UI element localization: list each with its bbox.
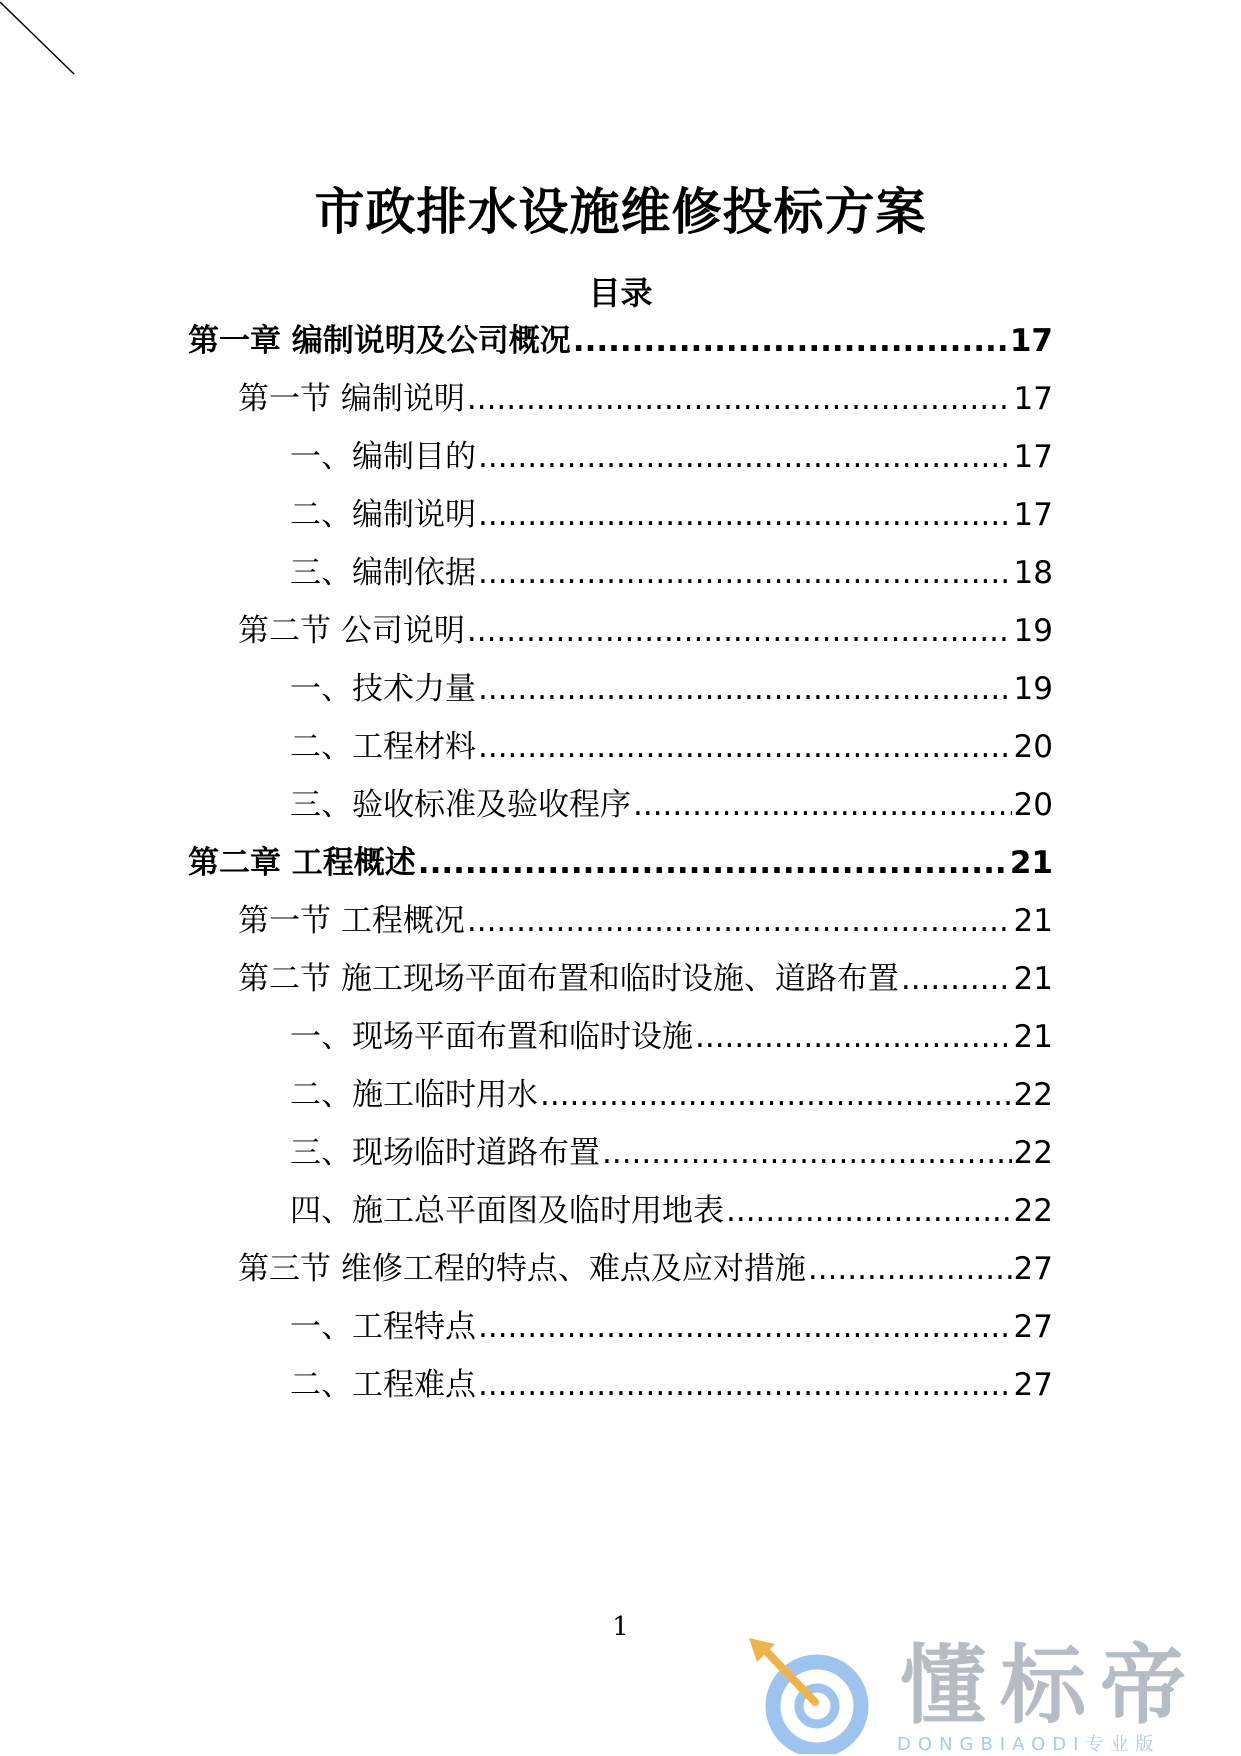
toc-entry[interactable]: [238, 889, 1053, 954]
toc-entry-label: 一、工程特点: [290, 1309, 476, 1345]
toc-leader-dots: [478, 483, 1012, 548]
toc-entry[interactable]: [188, 309, 1053, 374]
toc-heading: 目录: [588, 274, 653, 312]
toc-entry-label: 二、编制说明: [290, 497, 476, 533]
page-number: 1: [612, 1612, 629, 1642]
toc-entry-page: 27: [1013, 1309, 1053, 1345]
toc-entry-label: 一、现场平面布置和临时设施: [290, 1019, 693, 1055]
toc-entry-label: 三、验收标准及验收程序: [290, 787, 631, 823]
toc-leader-dots: [695, 1005, 1012, 1070]
toc-entry[interactable]: [290, 1295, 1053, 1360]
toc-entry[interactable]: [290, 1121, 1053, 1186]
toc-leader-dots: [633, 773, 1012, 838]
toc-leader-dots: [478, 657, 1012, 722]
toc-entry-page: 22: [1013, 1193, 1053, 1229]
toc-entry-page: 19: [1013, 613, 1053, 649]
toc-leader-dots: [478, 715, 1012, 780]
document-title: 市政排水设施维修投标方案: [314, 183, 927, 241]
toc-entry[interactable]: [188, 831, 1053, 896]
toc-entry[interactable]: [290, 773, 1053, 838]
toc-entry-label: 第二节 施工现场平面布置和临时设施、道路布置: [238, 961, 899, 997]
toc-leader-dots: [478, 1353, 1012, 1418]
watermark-logo: [745, 1636, 1225, 1754]
toc-entry[interactable]: [238, 947, 1053, 1012]
toc-entry-page: 17: [1013, 497, 1053, 533]
toc-leader-dots: [808, 1237, 1012, 1302]
toc-entry-page: 20: [1013, 729, 1053, 765]
toc-entry-label: 二、工程材料: [290, 729, 476, 765]
toc-entry[interactable]: [238, 599, 1053, 664]
toc-entry[interactable]: [290, 425, 1053, 490]
toc-entry[interactable]: [290, 1005, 1053, 1070]
toc-entry-page: 21: [1013, 961, 1053, 997]
target-arrow-icon: [745, 1636, 895, 1754]
toc-entry-label: 第一章 编制说明及公司概况: [188, 323, 571, 359]
toc-leader-dots: [540, 1063, 1012, 1128]
toc-leader-dots: [478, 425, 1012, 490]
toc-leader-dots: [602, 1121, 1012, 1186]
toc-entry[interactable]: [238, 367, 1053, 432]
watermark-subtitle: DONGBIAODI专业版: [897, 1734, 1161, 1755]
toc-leader-dots: [418, 831, 1008, 896]
toc-leader-dots: [478, 1295, 1012, 1360]
toc-entry-label: 三、现场临时道路布置: [290, 1135, 600, 1171]
toc-leader-dots: [573, 309, 1008, 374]
toc-entry-page: 17: [1013, 439, 1053, 475]
toc-entry-label: 四、施工总平面图及临时用地表: [290, 1193, 724, 1229]
toc-leader-dots: [478, 541, 1012, 606]
toc-entry-page: 27: [1013, 1367, 1053, 1403]
toc-entry-label: 一、编制目的: [290, 439, 476, 475]
toc-entry-page: 21: [1009, 845, 1053, 881]
toc-entry-page: 21: [1013, 1019, 1053, 1055]
toc-entry-label: 一、技术力量: [290, 671, 476, 707]
toc-entry[interactable]: [290, 1063, 1053, 1128]
toc-entry-page: 27: [1013, 1251, 1053, 1287]
toc-entry[interactable]: [290, 483, 1053, 548]
toc-entry-page: 21: [1013, 903, 1053, 939]
toc-entry-page: 19: [1013, 671, 1053, 707]
toc-entry-page: 17: [1009, 323, 1053, 359]
toc-leader-dots: [726, 1179, 1012, 1244]
toc-entry-label: 第一节 编制说明: [238, 381, 465, 417]
toc-entry[interactable]: [290, 1179, 1053, 1244]
corner-line: [0, 0, 80, 80]
toc-entry-label: 第一节 工程概况: [238, 903, 465, 939]
toc-entry[interactable]: [290, 657, 1053, 722]
toc-entry[interactable]: [290, 715, 1053, 780]
toc-entry-page: 22: [1013, 1077, 1053, 1113]
toc-leader-dots: [901, 947, 1012, 1012]
toc-entry-page: 17: [1013, 381, 1053, 417]
watermark-brand: 懂标帝: [900, 1636, 1200, 1736]
toc-entry-page: 18: [1013, 555, 1053, 591]
toc-entry[interactable]: [290, 541, 1053, 606]
toc-entry-label: 二、工程难点: [290, 1367, 476, 1403]
toc-entry[interactable]: [238, 1237, 1053, 1302]
toc-entry-label: 三、编制依据: [290, 555, 476, 591]
toc-entry[interactable]: [290, 1353, 1053, 1418]
toc-leader-dots: [467, 599, 1012, 664]
toc-entry-label: 第二章 工程概述: [188, 845, 416, 881]
toc-entry-label: 第二节 公司说明: [238, 613, 465, 649]
toc-entry-page: 22: [1013, 1135, 1053, 1171]
toc-leader-dots: [467, 367, 1012, 432]
toc-leader-dots: [467, 889, 1012, 954]
toc-entry-label: 第三节 维修工程的特点、难点及应对措施: [238, 1251, 806, 1287]
toc-entry-label: 二、施工临时用水: [290, 1077, 538, 1113]
toc-entry-page: 20: [1013, 787, 1053, 823]
